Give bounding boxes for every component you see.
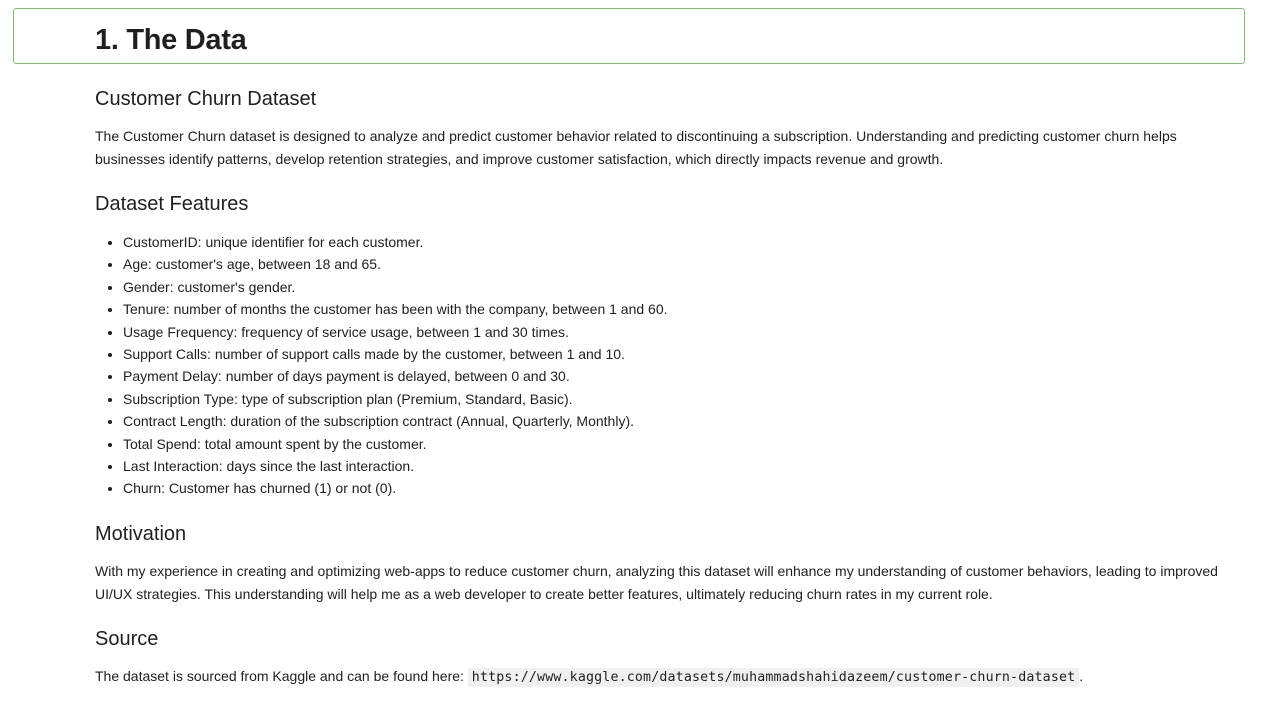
section-body-motivation: With my experience in creating and optimizing web-apps to reduce customer churn, analyzing this dataset will enhance my understanding of customer behaviors, leading to improved UI/UX strategies. This understanding will help me as a web developer to create better features, ultimately reducing churn rates in my current role. — [95, 563, 1218, 602]
list-item: • Tenure: number of months the customer has been with the company, between 1 and 60. — [123, 298, 668, 320]
list-item: • Total Spend: total amount spent by the customer. — [123, 433, 668, 455]
section-body-source — [95, 665, 1083, 690]
list-item: • Contract Length: duration of the subscription contract (Annual, Quarterly, Monthly). — [123, 410, 668, 432]
features-list — [95, 231, 668, 500]
section-heading-source: Source — [95, 628, 159, 650]
source-suffix-text: . — [1079, 668, 1084, 684]
source-url-code: https://www.kaggle.com/datasets/muhammadshahidazeem/customer-churn-dataset — [468, 668, 1080, 687]
section-heading-motivation: Motivation — [95, 523, 187, 545]
selected-markdown-cell[interactable] — [13, 8, 1245, 64]
list-item: • Subscription Type: type of subscription plan (Premium, Standard, Basic). — [123, 388, 668, 410]
list-item: • Gender: customer's gender. — [123, 276, 668, 298]
section-heading-features: Dataset Features — [95, 193, 249, 215]
source-prefix-text: The dataset is sourced from Kaggle and can be found here: — [95, 668, 468, 684]
section-heading-churn: Customer Churn Dataset — [95, 88, 317, 110]
list-item: • Age: customer's age, between 18 and 65. — [123, 253, 668, 275]
section-body-churn: The Customer Churn dataset is designed to analyze and predict customer behavior related to discontinuing a subscription. Understanding and predicting customer churn helps businesses identify patterns, develop retention strategies, and improve customer satisfaction, which directly impacts revenue and growth. — [95, 128, 1177, 167]
list-item: • Usage Frequency: frequency of service usage, between 1 and 30 times. — [123, 321, 668, 343]
page-title: 1. The Data — [95, 24, 247, 56]
list-item: • Payment Delay: number of days payment is delayed, between 0 and 30. — [123, 365, 668, 387]
list-item: • Support Calls: number of support calls made by the customer, between 1 and 10. — [123, 343, 668, 365]
list-item: • Churn: Customer has churned (1) or not (0). — [123, 477, 668, 499]
list-item: • CustomerID: unique identifier for each customer. — [123, 231, 668, 253]
list-item: • Last Interaction: days since the last interaction. — [123, 455, 668, 477]
